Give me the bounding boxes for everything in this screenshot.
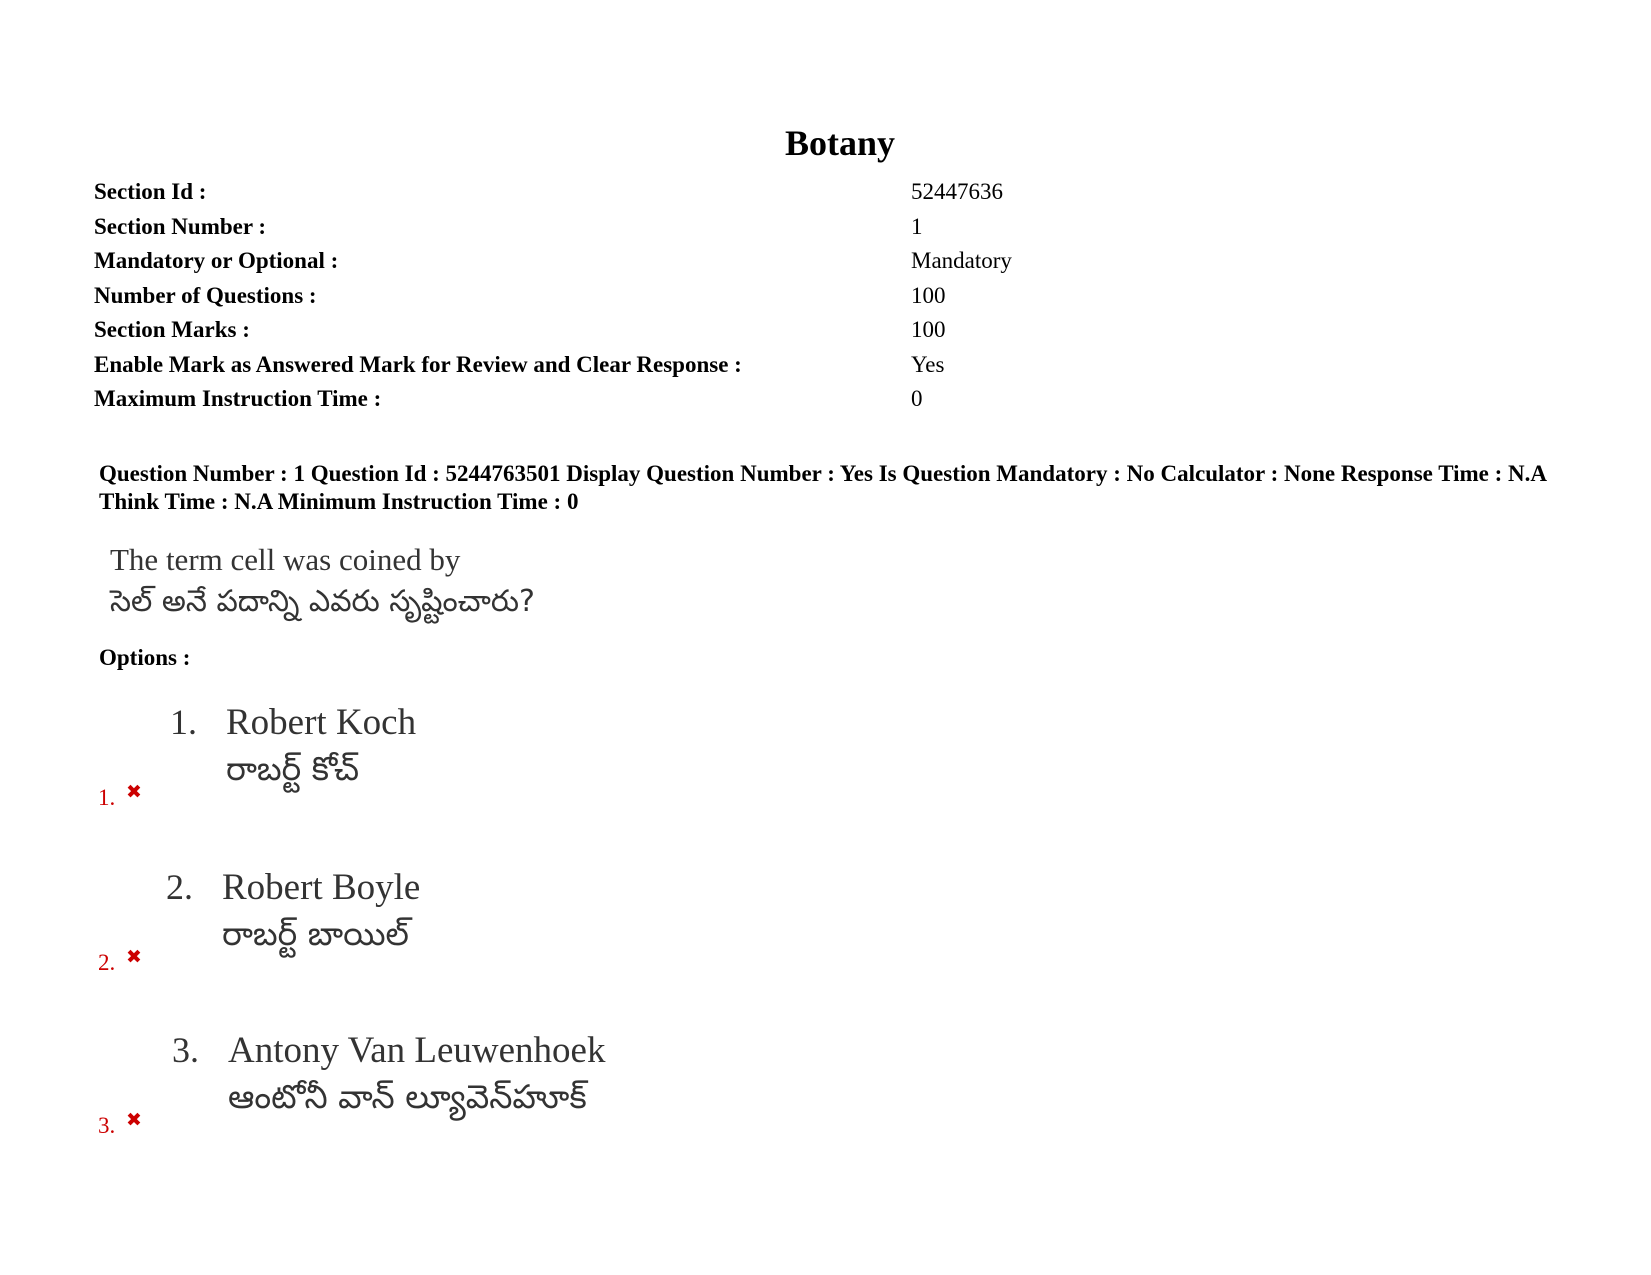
option-image-number: 1.	[170, 702, 197, 742]
info-label: Enable Mark as Answered Mark for Review and Clear Response :	[94, 351, 742, 377]
info-row-section-id	[94, 175, 1012, 210]
info-label: Mandatory or Optional :	[94, 248, 339, 274]
option-1[interactable]	[0, 690, 900, 830]
info-value: Yes	[911, 351, 945, 377]
option-text-english: Robert Koch	[226, 702, 417, 743]
option-text-english: Antony Van Leuwenhoek	[228, 1030, 606, 1071]
cross-icon: ✖	[126, 947, 142, 968]
info-row-enable-mark	[94, 348, 1012, 383]
options-label: Options :	[99, 645, 191, 670]
info-label: Maximum Instruction Time :	[94, 386, 382, 412]
info-row-number-of-questions	[94, 279, 1012, 314]
info-value: 100	[911, 317, 946, 343]
option-marker: 1.	[98, 785, 116, 810]
info-value: 100	[911, 282, 946, 308]
option-text-english: Robert Boyle	[222, 867, 421, 908]
cross-icon: ✖	[126, 782, 142, 803]
option-image	[166, 865, 420, 958]
info-label: Section Marks :	[94, 317, 250, 343]
info-label: Number of Questions :	[94, 282, 317, 308]
question-text-english: The term cell was coined by	[110, 542, 461, 577]
info-row-mandatory	[94, 244, 1012, 279]
info-label: Section Number :	[94, 213, 267, 239]
info-value: Mandatory	[911, 248, 1012, 274]
info-value: 0	[911, 386, 923, 412]
option-text-telugu: రాబర్ట్ బాయిల్	[222, 914, 409, 953]
option-image	[172, 1028, 605, 1121]
option-marker: 2.	[98, 950, 116, 975]
info-value: 52447636	[911, 179, 1003, 205]
info-row-max-instruction-time	[94, 382, 1012, 417]
question-text-image	[110, 540, 535, 624]
option-2[interactable]	[0, 855, 900, 995]
info-row-section-marks	[94, 313, 1012, 348]
option-marker: 3.	[98, 1113, 116, 1138]
question-text-telugu: సెల్ అనే పదాన్ని ఎవరు సృష్టించారు?	[110, 584, 535, 619]
section-info-table	[94, 175, 1012, 417]
question-meta: Question Number : 1 Question Id : 5244763501 Display Question Number : Yes Is Question Mandatory : No Calculator : None Response Time : N.A Think Time : N.A Minimum Instruction Time : 0	[99, 461, 1546, 514]
option-text-telugu: రాబర్ట్ కోచ్	[226, 749, 360, 788]
option-image-number: 2.	[166, 867, 193, 907]
info-row-section-number	[94, 210, 1012, 245]
cross-icon: ✖	[126, 1110, 142, 1131]
option-text-telugu: ఆంటోనీ వాన్ ల్యూవెన్‌హూక్	[228, 1077, 587, 1116]
option-image	[170, 700, 416, 793]
option-image-number: 3.	[172, 1030, 199, 1070]
info-value: 1	[911, 213, 923, 239]
option-3[interactable]	[0, 1018, 900, 1158]
info-label: Section Id :	[94, 179, 207, 205]
section-title: Botany	[784, 123, 896, 163]
